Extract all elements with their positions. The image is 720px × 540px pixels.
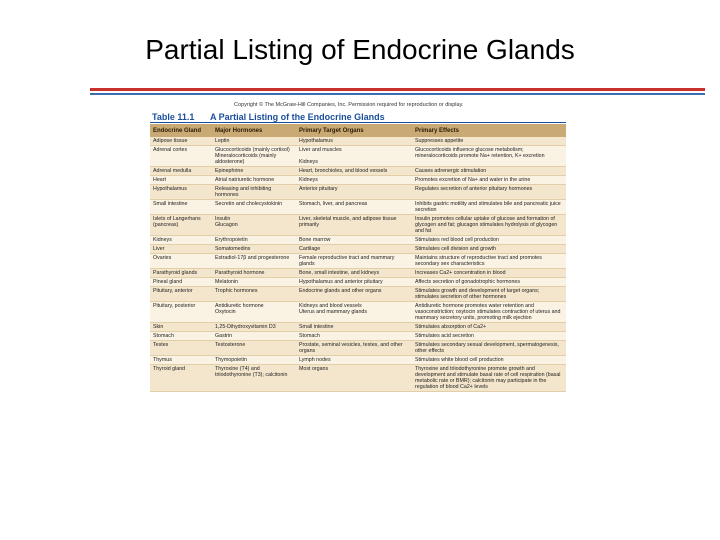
table-row xyxy=(150,137,566,146)
cell-hormones: Releasing and inhibiting hormones xyxy=(212,185,296,200)
title-divider-blue xyxy=(90,93,705,95)
table-row xyxy=(150,365,566,392)
cell-target-organs: Most organs xyxy=(296,365,412,392)
cell-hormones: Epinephrine xyxy=(212,167,296,176)
cell-target-organs: Endocrine glands and other organs xyxy=(296,287,412,302)
cell-target-organs: Anterior pituitary xyxy=(296,185,412,200)
cell-hormones: Testosterone xyxy=(212,341,296,356)
cell-hormones: Erythropoietin xyxy=(212,236,296,245)
cell-effects: Promotes excretion of Na+ and water in the urine xyxy=(412,176,566,185)
cell-target-organs: Stomach xyxy=(296,332,412,341)
cell-target-organs: Hypothalamus and anterior pituitary xyxy=(296,278,412,287)
cell-target-organs: Liver and muscles Kidneys xyxy=(296,146,412,167)
cell-gland: Parathyroid glands xyxy=(150,269,212,278)
cell-effects: Stimulates white blood cell production xyxy=(412,356,566,365)
cell-hormones: Antidiuretic hormone Oxytocin xyxy=(212,302,296,323)
table-row xyxy=(150,236,566,245)
cell-target-organs: Prostate, seminal vesicles, testes, and other organs xyxy=(296,341,412,356)
cell-effects: Insulin promotes cellular uptake of glucose and formation of glycogen and fat; glucagon stimulates hydrolysis of glycogen and fat xyxy=(412,215,566,236)
cell-gland: Islets of Langerhans (pancreas) xyxy=(150,215,212,236)
cell-effects: Stimulates red blood cell production xyxy=(412,236,566,245)
table-row xyxy=(150,245,566,254)
table-caption: A Partial Listing of the Endocrine Glands xyxy=(210,112,385,122)
cell-gland: Hypothalamus xyxy=(150,185,212,200)
table-row xyxy=(150,287,566,302)
cell-effects: Glucocorticoids influence glucose metabolism; mineralocorticoids promote Na+ retention, K+ excretion xyxy=(412,146,566,167)
cell-effects: Stimulates secondary sexual development, spermatogenesis, other effects xyxy=(412,341,566,356)
cell-gland: Small intestine xyxy=(150,200,212,215)
cell-gland: Pituitary, anterior xyxy=(150,287,212,302)
table-row xyxy=(150,332,566,341)
cell-hormones: Atrial natriuretic hormone xyxy=(212,176,296,185)
cell-gland: Kidneys xyxy=(150,236,212,245)
cell-hormones: 1,25-Dihydroxyvitamin D3 xyxy=(212,323,296,332)
table-row xyxy=(150,167,566,176)
cell-gland: Adrenal cortex xyxy=(150,146,212,167)
cell-gland: Pineal gland xyxy=(150,278,212,287)
cell-effects: Thyroxine and triiodothyronine promote growth and development and stimulate basal rate of cell respiration (basal metabolic rate or BMR); calcitonin may participate in the regulation of blood Ca2+ levels xyxy=(412,365,566,392)
header-primary-effects: Primary Effects xyxy=(412,124,566,137)
cell-target-organs: Stomach, liver, and pancreas xyxy=(296,200,412,215)
cell-target-organs: Small intestine xyxy=(296,323,412,332)
cell-gland: Adipose tissue xyxy=(150,137,212,146)
cell-gland: Thyroid gland xyxy=(150,365,212,392)
cell-gland: Pituitary, posterior xyxy=(150,302,212,323)
cell-effects: Increases Ca2+ concentration in blood xyxy=(412,269,566,278)
cell-hormones: Somatomedins xyxy=(212,245,296,254)
cell-target-organs: Heart, bronchioles, and blood vessels xyxy=(296,167,412,176)
title-divider-red xyxy=(90,88,705,91)
cell-effects: Stimulates absorption of Ca2+ xyxy=(412,323,566,332)
cell-effects: Stimulates growth and development of target organs; stimulates secretion of other hormones xyxy=(412,287,566,302)
cell-effects: Inhibits gastric motility and stimulates bile and pancreatic juice secretion xyxy=(412,200,566,215)
cell-gland: Testes xyxy=(150,341,212,356)
header-endocrine-gland: Endocrine Gland xyxy=(150,124,212,137)
cell-gland: Thymus xyxy=(150,356,212,365)
cell-hormones: Gastrin xyxy=(212,332,296,341)
cell-gland: Heart xyxy=(150,176,212,185)
cell-target-organs: Female reproductive tract and mammary glands xyxy=(296,254,412,269)
header-major-hormones: Major Hormones xyxy=(212,124,296,137)
endocrine-glands-table xyxy=(150,124,566,392)
cell-hormones: Melatonin xyxy=(212,278,296,287)
table-row xyxy=(150,215,566,236)
cell-target-organs: Kidneys xyxy=(296,176,412,185)
cell-target-organs: Bone, small intestine, and kidneys xyxy=(296,269,412,278)
cell-effects: Regulates secretion of anterior pituitary hormones xyxy=(412,185,566,200)
cell-hormones: Insulin Glucagon xyxy=(212,215,296,236)
cell-effects: Antidiuretic hormone promotes water retention and vasoconstriction; oxytocin stimulates contraction of uterus and mammary secretory units, promoting milk ejection xyxy=(412,302,566,323)
table-row xyxy=(150,269,566,278)
cell-gland: Liver xyxy=(150,245,212,254)
cell-hormones: Trophic hormones xyxy=(212,287,296,302)
cell-gland: Stomach xyxy=(150,332,212,341)
table-row xyxy=(150,146,566,167)
table-row xyxy=(150,278,566,287)
cell-gland: Adrenal medulla xyxy=(150,167,212,176)
cell-hormones: Glucocorticoids (mainly cortisol) Mineralocorticoids (mainly aldosterone) xyxy=(212,146,296,167)
cell-target-organs: Lymph nodes xyxy=(296,356,412,365)
cell-target-organs: Hypothalamus xyxy=(296,137,412,146)
table-row xyxy=(150,341,566,356)
table-header-row xyxy=(150,124,566,137)
cell-effects: Causes adrenergic stimulation xyxy=(412,167,566,176)
table-row xyxy=(150,323,566,332)
table-label: Table 11.1 xyxy=(152,112,195,122)
table-row xyxy=(150,200,566,215)
cell-hormones: Thyroxine (T4) and triiodothyronine (T3); calcitonin xyxy=(212,365,296,392)
cell-gland: Skin xyxy=(150,323,212,332)
cell-effects: Stimulates acid secretion xyxy=(412,332,566,341)
table-row xyxy=(150,254,566,269)
cell-hormones: Secretin and cholecystokinin xyxy=(212,200,296,215)
table-caption-rule xyxy=(150,122,566,123)
table-row xyxy=(150,185,566,200)
table-row xyxy=(150,356,566,365)
cell-gland: Ovaries xyxy=(150,254,212,269)
header-primary-target-organs: Primary Target Organs xyxy=(296,124,412,137)
cell-effects: Suppresses appetite xyxy=(412,137,566,146)
cell-target-organs: Liver, skeletal muscle, and adipose tissue primarily xyxy=(296,215,412,236)
table-row xyxy=(150,176,566,185)
cell-target-organs: Bone marrow xyxy=(296,236,412,245)
cell-hormones: Estradiol-17β and progesterone xyxy=(212,254,296,269)
cell-effects: Affects secretion of gonadotrophic hormones xyxy=(412,278,566,287)
cell-hormones: Parathyroid hormone xyxy=(212,269,296,278)
cell-effects: Maintains structure of reproductive tract and promotes secondary sex characteristics xyxy=(412,254,566,269)
cell-target-organs: Cartilage xyxy=(296,245,412,254)
copyright-notice: Copyright © The McGraw-Hill Companies, Inc. Permission required for reproduction or display. xyxy=(234,102,464,108)
table-row xyxy=(150,302,566,323)
cell-hormones: Leptin xyxy=(212,137,296,146)
cell-effects: Stimulates cell division and growth xyxy=(412,245,566,254)
cell-hormones: Thymopoietin xyxy=(212,356,296,365)
cell-target-organs: Kidneys and blood vessels Uterus and mammary glands xyxy=(296,302,412,323)
slide-title: Partial Listing of Endocrine Glands xyxy=(145,34,575,65)
